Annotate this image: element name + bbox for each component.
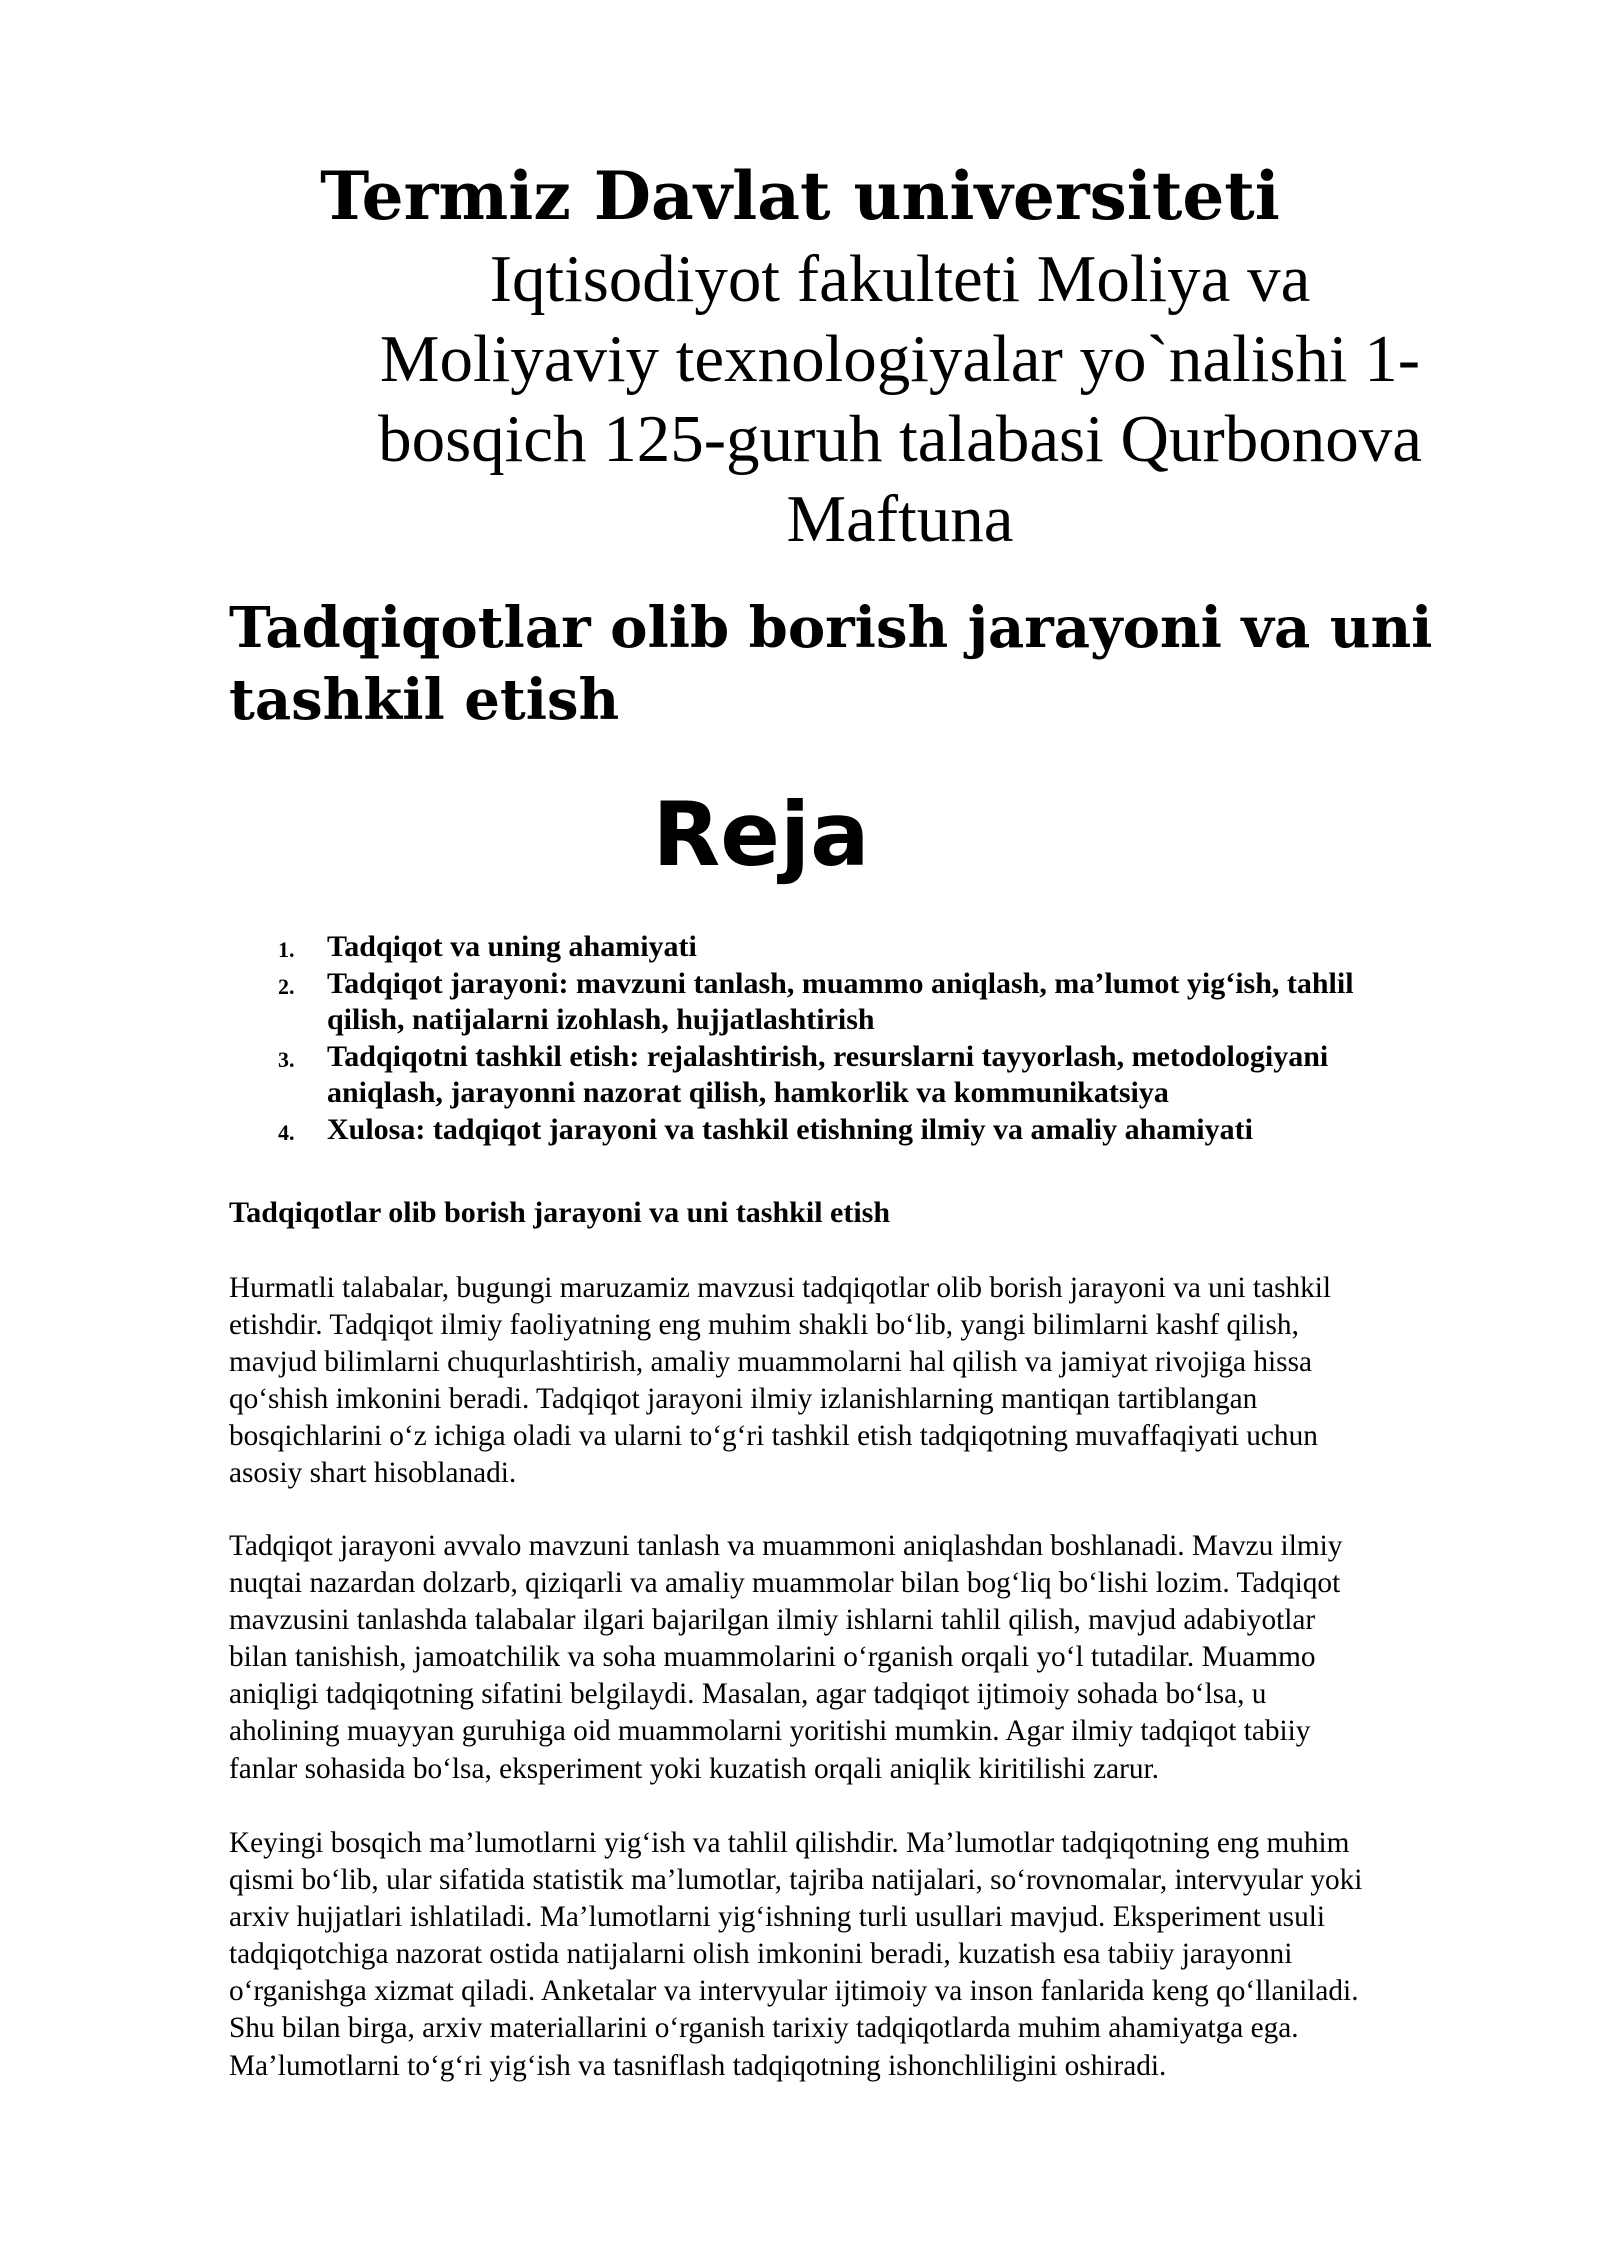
body-paragraph (229, 1528, 1519, 1788)
topic-line: tashkil etish (229, 667, 620, 733)
plan-item-text: Xulosa: tadqiqot jarayoni va tashkil etishning ilmiy va amaliy ahamiyati (327, 1112, 1253, 1146)
body-paragraph (229, 1270, 1519, 1493)
author-line: Moliyaviy texnologiyalar yo`nalishi 1- (379, 322, 1421, 396)
paragraph-line: bilan tanishish, jamoatchilik va soha muammolarini o‘rganish orqali yo‘l tutadilar. Muammo (229, 1641, 1316, 1674)
paragraph-line: Keyingi bosqich ma’lumotlarni yig‘ish va tahlil qilishdir. Ma’lumotlar tadqiqotning eng muhim (229, 1827, 1350, 1859)
paragraph-line: qo‘shish imkonini beradi. Tadqiqot jarayoni ilmiy izlanishlarning mantiqan tartiblangan (229, 1383, 1258, 1416)
paragraph-line: aholining muayyan guruhiga oid muammolarni yoritishi mumkin. Agar ilmiy tadqiqot tabiiy (229, 1715, 1311, 1748)
paragraph-line: Shu bilan birga, arxiv materiallarini o‘rganish tarixiy tadqiqotlarda muhim ahamiyatga ega. (229, 2012, 1299, 2045)
plan-item-text: aniqlash, jarayonni nazorat qilish, hamkorlik va kommunikatsiya (327, 1076, 1169, 1109)
paragraph-line: bosqichlarini o‘z ichiga oladi va ularni to‘g‘ri tashkil etish tadqiqotning muvaffaqiyati uchun (229, 1420, 1318, 1453)
paragraph-line: fanlar sohasida bo‘lsa, eksperiment yoki kuzatish orqali aniqlik kiritilishi zarur. (229, 1752, 1159, 1785)
paragraph-line: arxiv hujjatlari ishlatiladi. Ma’lumotlarni yig‘ishning turli usullari mavjud. Eksperiment usuli (229, 1901, 1326, 1934)
body-heading: Tadqiqotlar olib borish jarayoni va uni tashkil etish (229, 1196, 891, 1229)
paragraph-line: mavjud bilimlarni chuqurlashtirish, amaliy muammolarni hal qilish va jamiyat rivojiga hissa (229, 1346, 1312, 1379)
topic-line: Tadqiqotlar olib borish jarayoni va uni (229, 595, 1433, 661)
university-title: Termiz Davlat universiteti (320, 157, 1280, 235)
body-paragraph (229, 1825, 1519, 2085)
author-line: bosqich 125-guruh talabasi Qurbonova (378, 402, 1422, 476)
paragraph-line: qismi bo‘lib, ular sifatida statistik ma’lumotlar, tajriba natijalari, so‘rovnomalar, intervyular yoki (229, 1864, 1363, 1897)
paragraph-line: Ma’lumotlarni to‘g‘ri yig‘ish va tasniflash tadqiqotning ishonchliligini oshiradi. (229, 2049, 1167, 2082)
paragraph-line: nuqtai nazardan dolzarb, qiziqarli va amaliy muammolar bilan bog‘liq bo‘lishi lozim. Tadqiqot (229, 1567, 1341, 1600)
plan-title: Reja (652, 783, 870, 886)
plan-item-number: 2. (278, 973, 295, 999)
paragraph-line: Tadqiqot jarayoni avvalo mavzuni tanlash va muammoni aniqlashdan boshlanadi. Mavzu ilmiy (229, 1530, 1343, 1562)
plan-item-number: 1. (278, 937, 295, 962)
paragraph-line: aniqligi tadqiqotning sifatini belgilaydi. Masalan, agar tadqiqot ijtimoiy sohada bo‘lsa, u (229, 1678, 1267, 1711)
author-line: Iqtisodiyot fakulteti Moliya va (489, 242, 1311, 316)
plan-item-number: 3. (278, 1046, 295, 1072)
paragraph-line: Hurmatli talabalar, bugungi maruzamiz mavzusi tadqiqotlar olib borish jarayoni va uni tashkil (229, 1272, 1332, 1304)
topic-heading (229, 592, 1433, 736)
plan-item-text: Tadqiqotni tashkil etish: rejalashtirish, resurslarni tayyorlash, metodologiyani (327, 1039, 1329, 1073)
plan-list (227, 929, 1487, 1148)
author-info (325, 239, 1475, 559)
plan-item-text: Tadqiqot va uning ahamiyati (327, 930, 697, 963)
paragraph-line: tadqiqotchiga nazorat ostida natijalarni olish imkonini beradi, kuzatish esa tabiiy jarayonni (229, 1938, 1293, 1971)
paragraph-line: asosiy shart hisoblanadi. (229, 1457, 517, 1490)
plan-item (227, 1112, 1487, 1149)
plan-item-text: Tadqiqot jarayoni: mavzuni tanlash, muammo aniqlash, ma’lumot yig‘ish, tahlil (327, 966, 1354, 1000)
paragraph-line: etishdir. Tadqiqot ilmiy faoliyatning eng muhim shakli bo‘lib, yangi bilimlarni kashf qilish, (229, 1309, 1299, 1342)
author-line: Maftuna (786, 482, 1014, 556)
plan-item-number: 4. (278, 1119, 295, 1145)
plan-item (227, 966, 1487, 1039)
paragraph-line: o‘rganishga xizmat qiladi. Anketalar va intervyular ijtimoiy va inson fanlarida keng qo‘llaniladi. (229, 1975, 1359, 2008)
plan-item-text: qilish, natijalarni izohlash, hujjatlashtirish (327, 1003, 875, 1036)
plan-item (227, 1039, 1487, 1112)
plan-item (227, 929, 1487, 966)
paragraph-line: mavzusini tanlashda talabalar ilgari bajarilgan ilmiy ishlarni tahlil qilish, mavjud adabiyotlar (229, 1604, 1316, 1637)
